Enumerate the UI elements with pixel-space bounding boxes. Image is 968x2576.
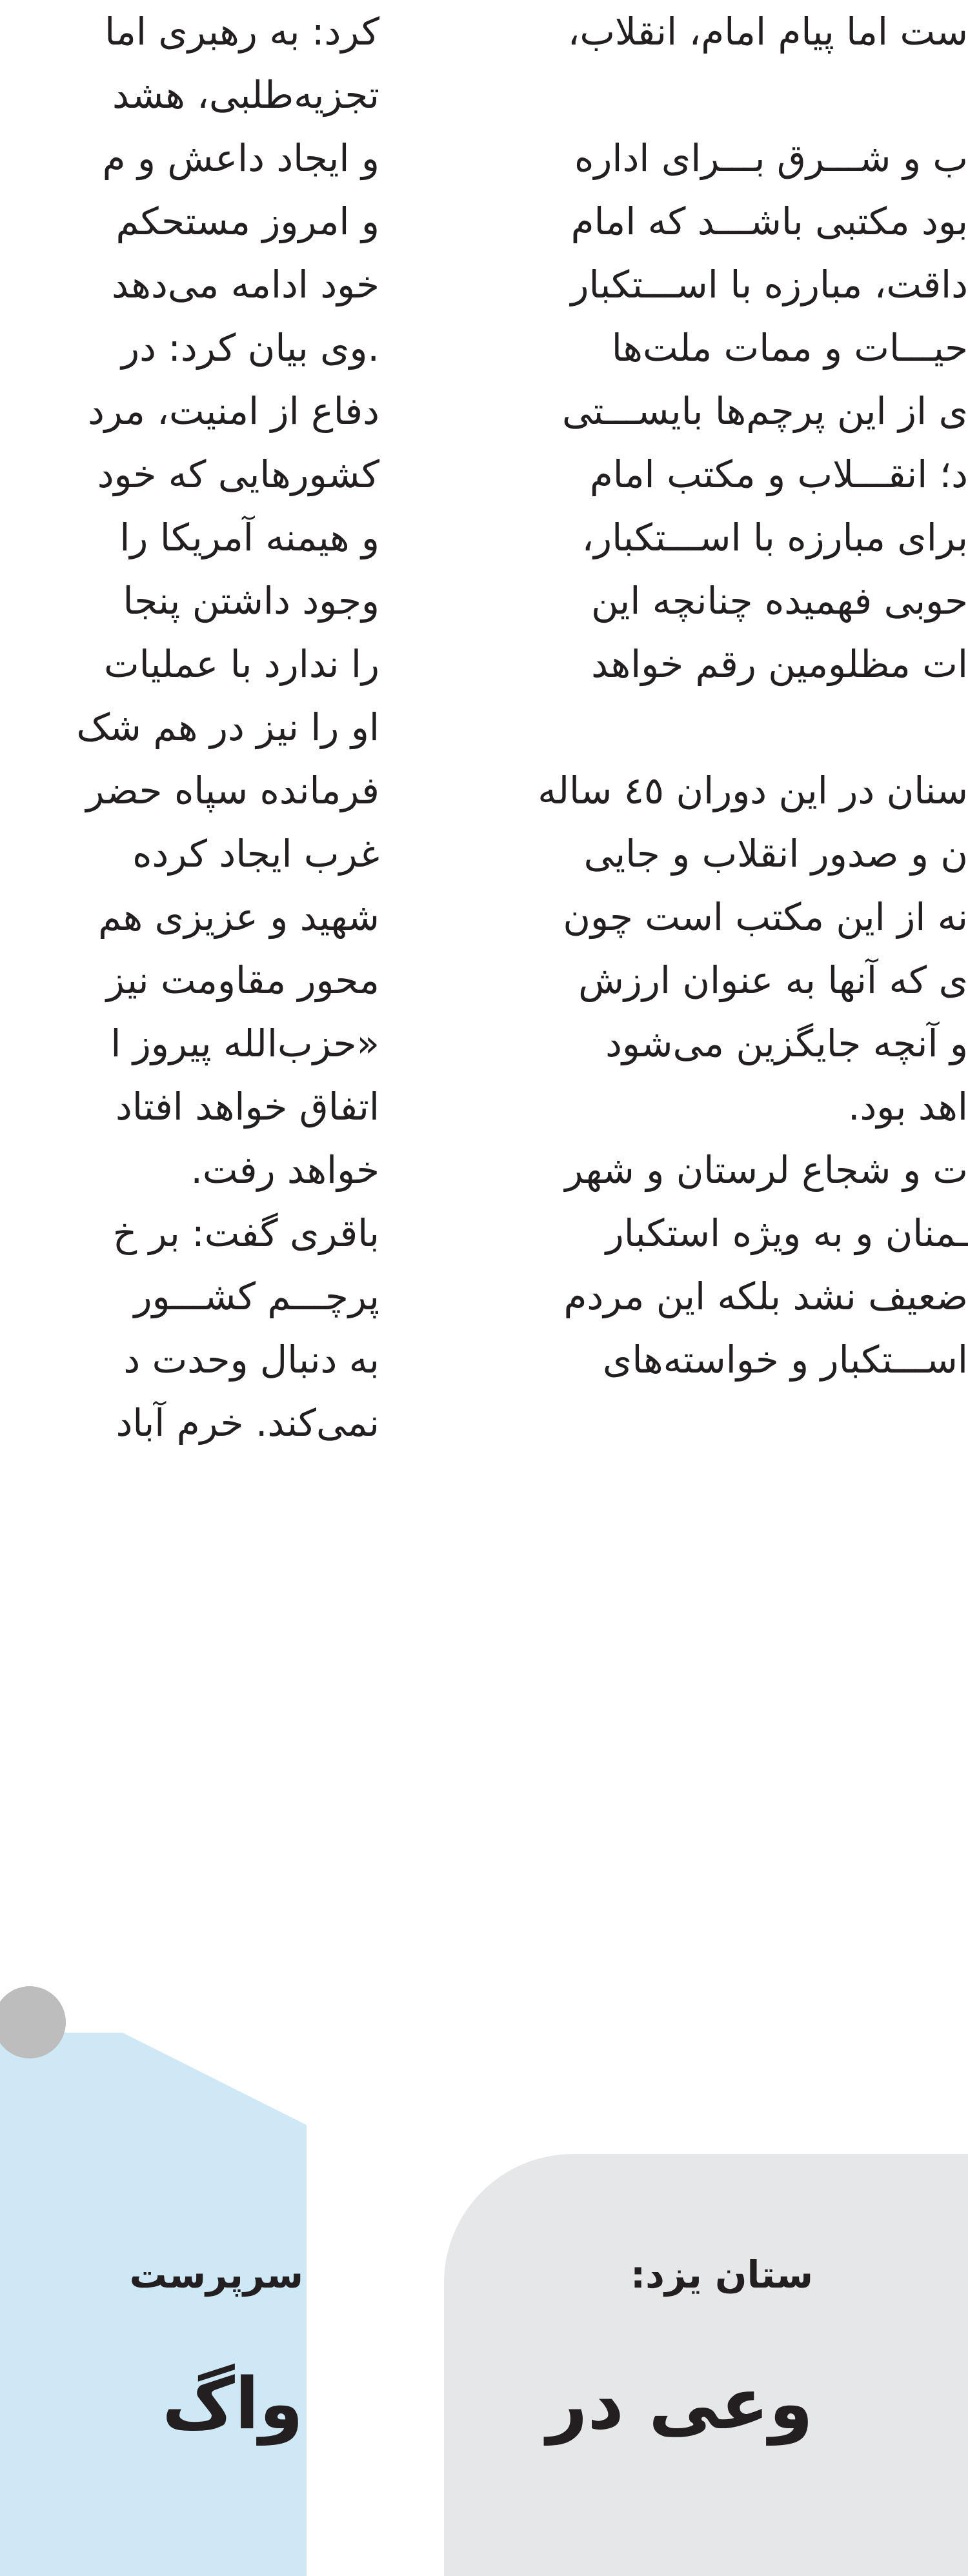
article-line: را ندارد با عملیات [104,642,379,686]
article-line: ست اما پیام امام، انقلاب، [567,10,968,54]
article-line: .وی بیان کرد: در [121,326,379,370]
article-line: ضعیف نشد بلکه این مردم [563,1274,968,1318]
article-line: محور مقاومت نیز [106,958,379,1002]
article-line: داقت، مبارزه با اســـتکبار [570,263,968,307]
article-line: فرمانده سپاه حضر [86,769,379,812]
article-line: غرب ایجاد کرده [132,832,379,876]
article-line: نه از این مکتب است چون [563,895,968,939]
article-line: بود مکتبی باشـــد که امام [570,199,968,243]
article-line: اســـتکبار و خواسته‌های [602,1338,968,1382]
article-line: «حزب‌الله پیروز ا [110,1021,379,1065]
article-line: ات مظلومین رقم خواهد [591,642,968,686]
article-line: حوبی فهمیده چنانچه این [590,579,968,623]
article-line: برای مبارزه با اســـتکبار، [581,516,968,559]
article-line: اتفاق خواهد افتاد [116,1085,379,1129]
article-column-left [0,0,379,1454]
article-line: سنان در این دوران ٤٥ ساله [538,769,968,812]
blue-box-subtitle: سرپرست [129,2253,303,2297]
article-line [452,696,968,759]
blue-news-box [0,2033,307,2576]
article-line: کشورهایی که خود [97,452,379,496]
article-line: ن و صدور انقلاب و جایی [583,832,968,876]
article-line: دفاع از امنیت، مرد [87,389,379,433]
article-line: نمی‌کند. خرم آباد [116,1401,379,1445]
gray-box-subtitle: ستان یزد: [630,2253,813,2297]
article-line: کرد: به رهبری اما [105,10,379,54]
article-line: خود ادامه می‌دهد [111,263,379,307]
article-line: ت و شجاع لرستان و شهر [565,1148,968,1192]
article-line: به دنبال وحدت د [123,1338,379,1382]
article-line: و امروز مستحکم [116,199,379,243]
article-line: شهید و عزیزی هم [98,895,379,939]
article-column-right [452,0,968,1391]
article-line: پرچـــم کشـــور [134,1274,379,1318]
article-line: ب و شـــرق بـــرای اداره [574,136,968,180]
article-line [452,63,968,126]
article-line: ی از این پرچم‌ها بایســـتی [561,389,968,433]
article-line: و ایجاد داعش و م [102,136,379,180]
article-line: اهد بود. [848,1085,968,1129]
article-line: ـمنان و به ویژه استکبار [605,1211,968,1255]
gray-box-headline: وعی در [547,2362,813,2445]
article-line: ی که آنها به عنوان ارزش [578,958,968,1002]
article-line: د؛ انقـــلاب و مکتب امام [589,452,968,496]
article-line: او را نیز در هم شک [76,705,379,749]
article-line: خواهد رفت. [190,1148,379,1192]
article-line: باقری گفت: بر خ [112,1211,379,1255]
article-line: و هیمنه آمریکا را [119,516,379,559]
article-line: حیـــات و ممات ملت‌ها [611,326,968,370]
blue-box-headline: واگ [162,2362,303,2445]
article-line: و آنچه جایگزین می‌شود [605,1021,968,1065]
article-line: وجود داشتن پنجا [123,579,379,623]
article-line: تجزیه‌طلبی، هشد [112,73,379,117]
